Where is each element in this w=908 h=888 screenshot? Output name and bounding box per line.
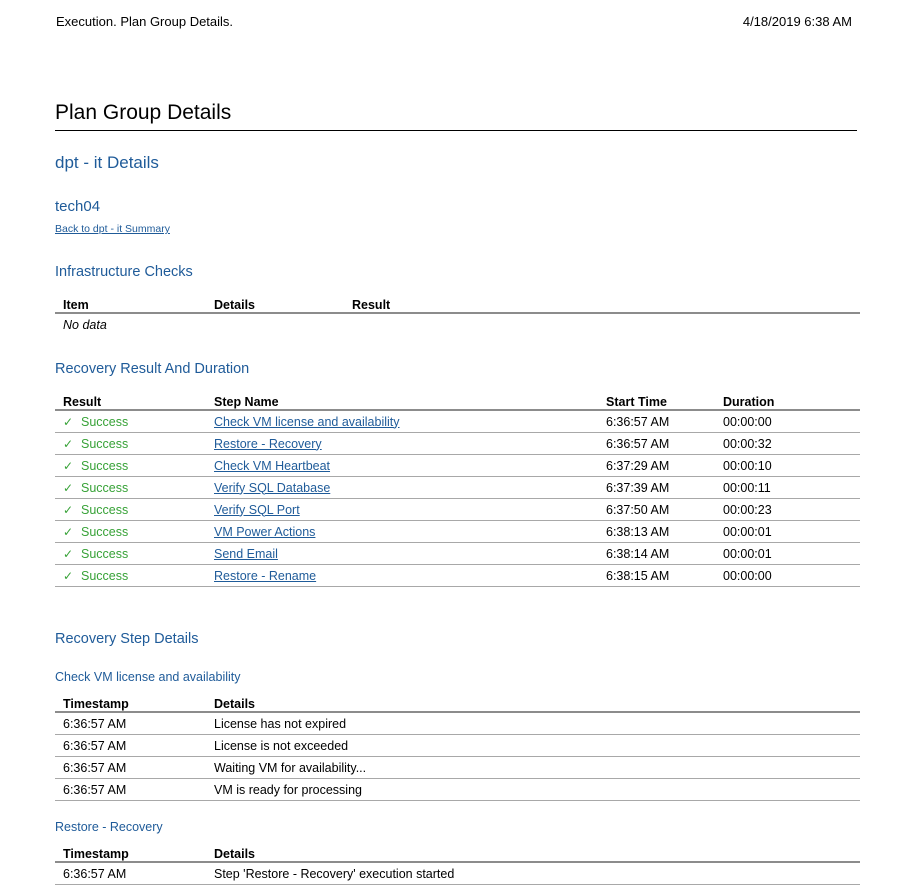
checkmark-icon: ✓ — [63, 458, 74, 473]
report-datetime: 4/18/2019 6:38 AM — [742, 14, 852, 29]
step-link[interactable]: Send Email — [214, 546, 278, 561]
table-row — [55, 565, 860, 587]
result-status: Success — [81, 480, 129, 495]
result-status: Success — [81, 458, 129, 473]
details-cell: Step 'Restore - Recovery' execution started — [206, 862, 860, 885]
step-details-table — [55, 693, 860, 801]
result-status: Success — [81, 524, 129, 539]
checkmark-icon: ✓ — [63, 502, 74, 517]
infra-col-result: Result — [344, 294, 860, 313]
step-details-title: Recovery Step Details — [55, 631, 199, 647]
table-row — [55, 477, 860, 499]
table-row — [55, 543, 860, 565]
col-timestamp: Timestamp — [55, 693, 206, 712]
step-name-cell — [206, 565, 598, 587]
table-row — [55, 862, 860, 885]
start-time-cell: 6:37:29 AM — [598, 455, 715, 477]
col-details: Details — [206, 693, 860, 712]
duration-cell: 00:00:32 — [715, 433, 860, 455]
recovery-col-duration: Duration — [715, 391, 860, 410]
duration-cell: 00:00:10 — [715, 455, 860, 477]
group-title: dpt - it Details — [55, 153, 159, 172]
report-title: Execution. Plan Group Details. — [56, 14, 234, 29]
result-status: Success — [81, 568, 129, 583]
checkmark-icon: ✓ — [63, 436, 74, 451]
infra-section-title: Infrastructure Checks — [55, 264, 193, 280]
timestamp-cell: 6:36:57 AM — [55, 757, 206, 779]
step-name-cell — [206, 455, 598, 477]
step-link[interactable]: VM Power Actions — [214, 524, 316, 539]
step-link[interactable]: Verify SQL Database — [214, 480, 331, 495]
step-name-cell — [206, 477, 598, 499]
result-status: Success — [81, 414, 129, 429]
duration-cell: 00:00:00 — [715, 565, 860, 587]
step-name-cell — [206, 499, 598, 521]
step-section-title: Check VM license and availability — [55, 670, 241, 684]
step-name-cell — [206, 410, 598, 433]
result-cell — [55, 521, 206, 543]
start-time-cell: 6:36:57 AM — [598, 433, 715, 455]
col-details: Details — [206, 843, 860, 862]
result-cell — [55, 410, 206, 433]
page-title: Plan Group Details — [55, 101, 857, 131]
recovery-col-step-name: Step Name — [206, 391, 598, 410]
step-link[interactable]: Restore - Rename — [214, 568, 317, 583]
step-link[interactable]: Restore - Recovery — [214, 436, 322, 451]
step-name-cell — [206, 543, 598, 565]
result-status: Success — [81, 502, 129, 517]
table-row — [55, 433, 860, 455]
result-status: Success — [81, 436, 129, 451]
recovery-col-start-time: Start Time — [598, 391, 715, 410]
infra-col-details: Details — [206, 294, 344, 313]
step-link[interactable]: Verify SQL Port — [214, 502, 300, 517]
step-name-cell — [206, 521, 598, 543]
result-cell — [55, 477, 206, 499]
start-time-cell: 6:38:15 AM — [598, 565, 715, 587]
step-name-cell — [206, 433, 598, 455]
infra-col-item: Item — [55, 294, 206, 313]
result-cell — [55, 499, 206, 521]
result-cell — [55, 543, 206, 565]
step-section-title: Restore - Recovery — [55, 820, 163, 834]
checkmark-icon: ✓ — [63, 480, 74, 495]
result-status: Success — [81, 546, 129, 561]
duration-cell: 00:00:23 — [715, 499, 860, 521]
table-row — [55, 735, 860, 757]
table-row — [55, 779, 860, 801]
step-link[interactable]: Check VM license and availability — [214, 414, 400, 429]
timestamp-cell: 6:36:57 AM — [55, 712, 206, 735]
start-time-cell: 6:37:39 AM — [598, 477, 715, 499]
step-link[interactable]: Check VM Heartbeat — [214, 458, 331, 473]
details-cell: License has not expired — [206, 712, 860, 735]
no-data-cell: No data — [63, 317, 107, 332]
details-cell: VM is ready for processing — [206, 779, 860, 801]
table-row — [55, 712, 860, 735]
details-cell: License is not exceeded — [206, 735, 860, 757]
table-row — [55, 499, 860, 521]
table-row — [55, 521, 860, 543]
checkmark-icon: ✓ — [63, 568, 74, 583]
checkmark-icon: ✓ — [63, 524, 74, 539]
duration-cell: 00:00:11 — [715, 477, 860, 499]
table-row — [55, 757, 860, 779]
recovery-col-result: Result — [55, 391, 206, 410]
start-time-cell: 6:36:57 AM — [598, 410, 715, 433]
infra-table — [55, 294, 860, 335]
duration-cell: 00:00:01 — [715, 521, 860, 543]
duration-cell: 00:00:00 — [715, 410, 860, 433]
duration-cell: 00:00:01 — [715, 543, 860, 565]
recovery-section-title: Recovery Result And Duration — [55, 361, 250, 377]
timestamp-cell: 6:36:57 AM — [55, 779, 206, 801]
table-row — [55, 410, 860, 433]
checkmark-icon: ✓ — [63, 414, 74, 429]
result-cell — [55, 565, 206, 587]
details-cell: Waiting VM for availability... — [206, 757, 860, 779]
timestamp-cell: 6:36:57 AM — [55, 735, 206, 757]
step-details-table — [55, 843, 860, 885]
back-to-summary-link[interactable]: Back to dpt - it Summary — [55, 223, 170, 235]
result-cell — [55, 433, 206, 455]
table-row — [55, 455, 860, 477]
recovery-table — [55, 391, 860, 587]
checkmark-icon: ✓ — [63, 546, 74, 561]
start-time-cell: 6:37:50 AM — [598, 499, 715, 521]
machine-name: tech04 — [55, 198, 101, 215]
col-timestamp: Timestamp — [55, 843, 206, 862]
result-cell — [55, 455, 206, 477]
start-time-cell: 6:38:14 AM — [598, 543, 715, 565]
timestamp-cell: 6:36:57 AM — [55, 862, 206, 885]
start-time-cell: 6:38:13 AM — [598, 521, 715, 543]
